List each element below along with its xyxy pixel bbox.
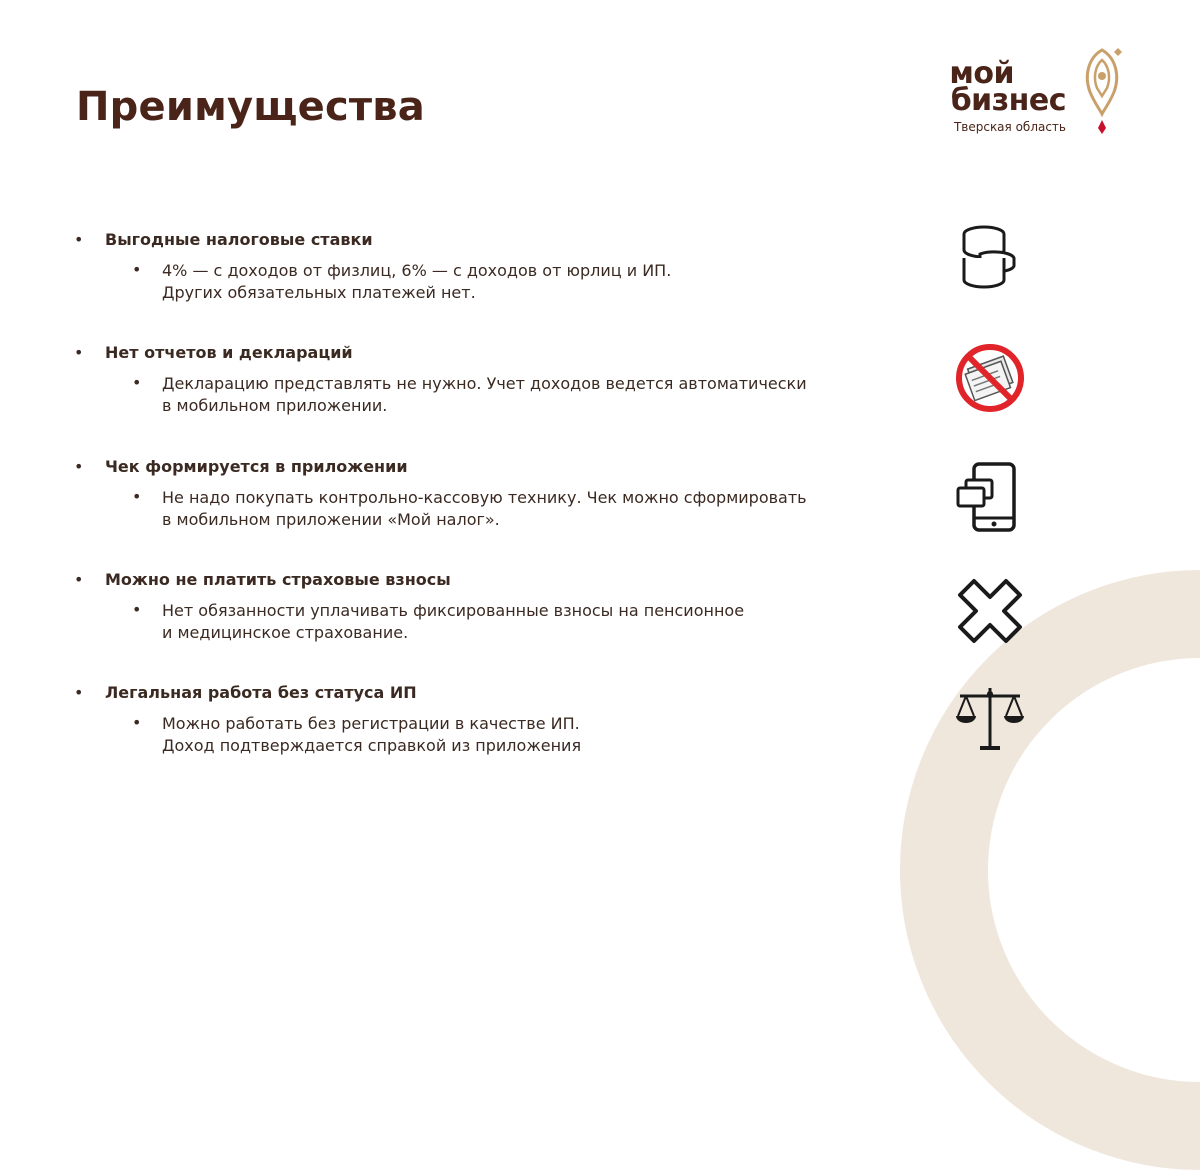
bullet: • [74,343,84,362]
description-line: Можно работать без регистрации в качестве ИП. [162,714,580,733]
advantage-description [162,487,807,531]
cross-icon [950,571,1030,651]
description-line: Доход подтверждается справкой из приложения [162,736,582,755]
advantage-heading: Легальная работа без статуса ИП [105,683,417,702]
description-line: в мобильном приложении. [162,396,388,415]
advantage-heading: Выгодные налоговые ставки [105,230,373,249]
advantage-heading: Можно не платить страховые взносы [105,570,451,589]
sub-bullet: • [132,713,142,732]
description-line: 4% — с доходов от физлиц, 6% — с доходов от юрлиц и ИП. [162,261,672,280]
bullet: • [74,683,84,702]
description-line: Других обязательных платежей нет. [162,283,476,302]
logo-text-line2: бизнес [950,83,1066,118]
sub-bullet: • [132,487,142,506]
no-documents-icon [950,338,1030,418]
bullet: • [74,230,84,249]
advantage-description [162,260,671,304]
logo-region: Тверская область [953,120,1066,134]
logo-text-line1: мой [949,56,1014,91]
phone-receipt-icon [950,458,1030,538]
scales-icon [950,680,1030,760]
sub-bullet: • [132,373,142,392]
sub-bullet: • [132,600,142,619]
description-line: и медицинское страхование. [162,623,409,642]
description-line: Декларацию представлять не нужно. Учет доходов ведется автоматически [162,374,807,393]
advantage-description [162,373,807,417]
coins-stack-icon [950,218,1030,298]
description-line: в мобильном приложении «Мой налог». [162,510,500,529]
bullet: • [74,457,84,476]
advantage-heading: Нет отчетов и деклараций [105,343,353,362]
advantage-description [162,713,581,757]
advantage-heading: Чек формируется в приложении [105,457,408,476]
bullet: • [74,570,84,589]
description-line: Нет обязанности уплачивать фиксированные взносы на пенсионное [162,601,745,620]
description-line: Не надо покупать контрольно-кассовую технику. Чек можно сформировать [162,488,807,507]
sub-bullet: • [132,260,142,279]
page-title: Преимущества [76,84,425,130]
advantage-description [162,600,744,644]
